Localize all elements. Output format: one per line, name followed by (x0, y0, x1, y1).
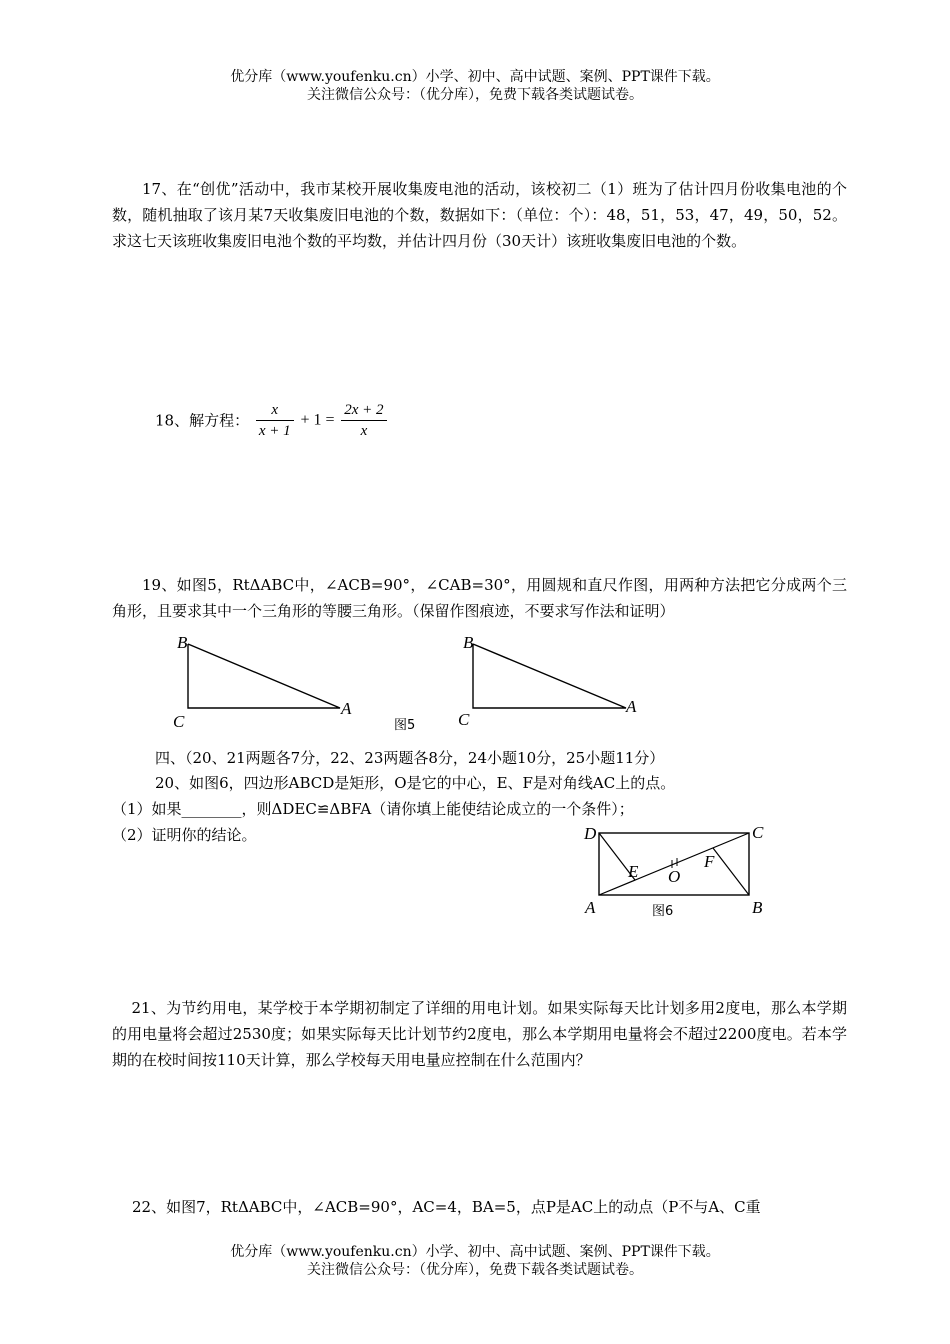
triangle-2-vertex-a: A (626, 697, 637, 716)
footer-line-1: 优分库（www.youfenku.cn）小学、初中、高中试题、案例、PPT课件下载。 (230, 1244, 720, 1260)
question-22: 22、如图7，RtΔABC中，∠ACB=90°，AC=4，BA=5，点P是AC上的动点（P不与A、C重 (132, 1198, 761, 1216)
fraction-1 (256, 400, 294, 441)
section-4-title: 四、（20、21两题各7分，22、23两题各8分，24小题10分，25小题11分） (155, 749, 665, 767)
vertex-a: A (585, 898, 596, 917)
question-18-label: 18、解方程： (155, 411, 250, 430)
figure-5-caption: 图5 (394, 718, 416, 733)
triangle-1-vertex-c: C (173, 712, 185, 731)
fraction-1-denominator: x + 1 (258, 423, 291, 439)
fraction-2-numerator: 2x + 2 (341, 400, 386, 421)
header-line-1: 优分库（www.youfenku.cn）小学、初中、高中试题、案例、PPT课件下载。 (230, 69, 720, 85)
point-o: O (668, 867, 681, 886)
triangle-2-vertex-c: C (458, 710, 470, 729)
question-19: 19、如图5，RtΔABC中，∠ACB=90°，∠CAB=30°，用圆规和直尺作图，用两种方法把它分成两个三角形，且要求其中一个三角形的等腰三角形。（保留作图痕迹，不要求写作法和证明） (112, 576, 847, 620)
figure-6-caption: 图6 (652, 904, 674, 919)
question-18 (155, 400, 389, 441)
triangle-2-vertex-b: B (463, 633, 474, 652)
vertex-d: D (584, 824, 597, 843)
question-17: 17、在“创优”活动中，我市某校开展收集废电池的活动，该校初二（1）班为了估计四月份收集电池的个数，随机抽取了该月某7天收集废旧电池的个数，数据如下：（单位：个）：48，51，53，47，49，50，52。求这七天该班收集废旧电池个数的平均数，并估计四月份（30天计）该班收集废旧电池的个数。 (112, 180, 847, 250)
question-20: 20、如图6，四边形ABCD是矩形，O是它的中心，E、F是对角线AC上的点。 (155, 774, 676, 792)
page-header (0, 68, 950, 104)
page-footer (0, 1243, 950, 1279)
point-f: F (704, 852, 715, 871)
question-21: 21、为节约用电，某学校于本学期初制定了详细的用电计划。如果实际每天比计划多用2度电，那么本学期的用电量将会超过2530度；如果实际每天比计划节约2度电，那么本学期用电量将会不超过2200度电。若本学期的在校时间按110天计算，那么学校每天用电量应控制在什么范围内？ (112, 999, 847, 1069)
fraction-1-numerator: x (256, 400, 294, 421)
footer-line-2: 关注微信公众号：（优分库），免费下载各类试题试卷。 (307, 1262, 643, 1278)
triangle-1-vertex-a: A (341, 699, 352, 718)
vertex-b: B (752, 898, 763, 917)
point-e: E (628, 862, 639, 881)
header-line-2: 关注微信公众号：（优分库），免费下载各类试题试卷。 (307, 87, 643, 103)
fraction-2-denominator: x (360, 423, 368, 439)
triangle-1 (188, 644, 340, 708)
question-20-part-2: （2）证明你的结论。 (112, 826, 257, 844)
figure-6 (580, 822, 800, 922)
question-20-part-1: （1）如果________，则ΔDEC≌ΔBFA（请你填上能使结论成立的一个条件）； (112, 800, 634, 818)
vertex-c: C (752, 823, 764, 842)
figure-5 (0, 628, 950, 738)
triangle-2 (473, 644, 626, 708)
equation-middle: + 1 = (300, 411, 335, 429)
fraction-2 (341, 400, 386, 441)
triangle-1-vertex-b: B (177, 633, 188, 652)
segment-bf (713, 848, 749, 895)
